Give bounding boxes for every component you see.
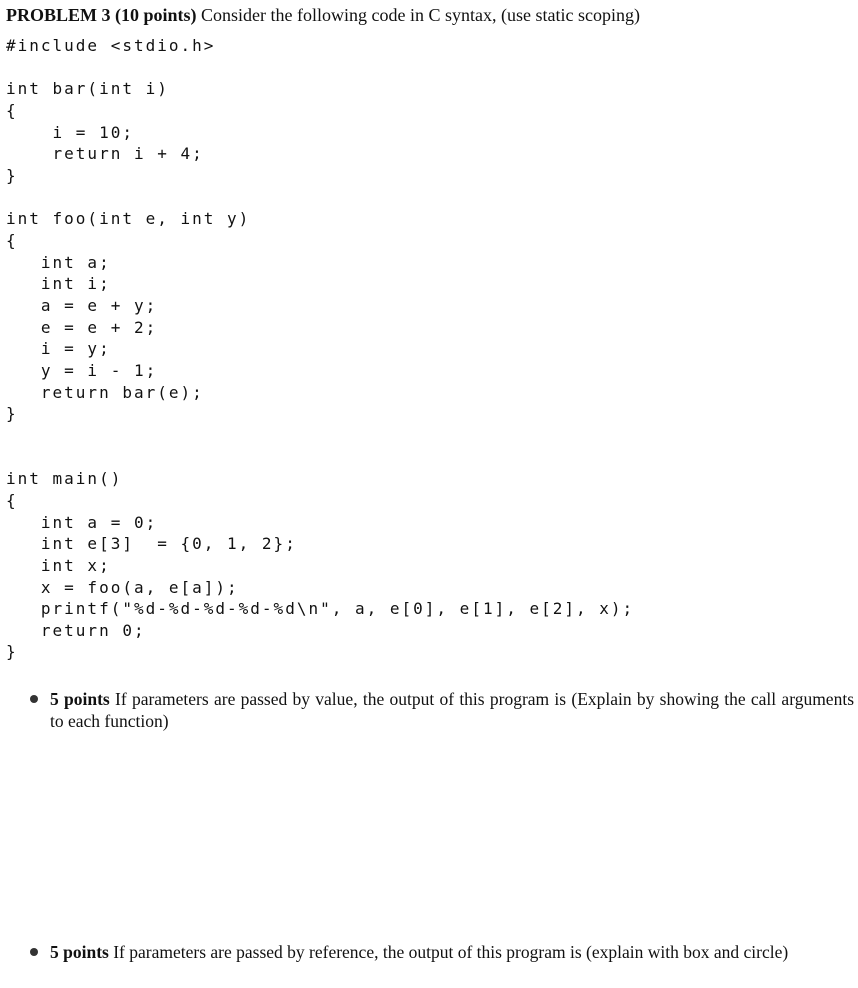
code-line: printf("%d-%d-%d-%d-%d\n", a, e[0], e[1], e[2], x); [6, 599, 635, 618]
problem-points: (10 points) [115, 5, 197, 25]
question-body: If parameters are passed by value, the output of this program is (Explain by showing the call arguments to each function) [50, 689, 855, 731]
code-line: { [6, 101, 18, 120]
code-line: int i; [6, 274, 111, 293]
code-line: int e[3] = {0, 1, 2}; [6, 534, 297, 553]
code-line: int foo(int e, int y) [6, 209, 251, 228]
code-line: int x; [6, 556, 111, 575]
code-line: return bar(e); [6, 383, 204, 402]
code-line: { [6, 231, 18, 250]
code-line: { [6, 491, 18, 510]
question-pass-by-reference [30, 941, 854, 963]
question-body: If parameters are passed by reference, the output of this program is (explain with box and circle) [113, 942, 789, 962]
code-line: y = i - 1; [6, 361, 158, 380]
code-line: int a; [6, 253, 111, 272]
code-line: return i + 4; [6, 144, 204, 163]
question-points: 5 points [50, 942, 109, 962]
problem-header [6, 4, 852, 26]
question-text [50, 941, 854, 963]
code-line: } [6, 166, 18, 185]
code-line: x = foo(a, e[a]); [6, 578, 239, 597]
question-points: 5 points [50, 689, 110, 709]
code-line: } [6, 642, 18, 661]
code-line: int bar(int i) [6, 79, 169, 98]
bullet-icon [30, 695, 38, 703]
code-line: int a = 0; [6, 513, 158, 532]
question-pass-by-value [30, 688, 854, 732]
code-line: i = 10; [6, 123, 134, 142]
code-line: a = e + y; [6, 296, 158, 315]
code-line: return 0; [6, 621, 146, 640]
code-line: } [6, 404, 18, 423]
code-line: int main() [6, 469, 123, 488]
code-line: #include <stdio.h> [6, 36, 216, 55]
problem-description: Consider the following code in C syntax, (use static scoping) [201, 5, 640, 25]
question-text [50, 688, 854, 732]
bullet-icon [30, 948, 38, 956]
problem-title: PROBLEM 3 [6, 5, 111, 25]
code-line: e = e + 2; [6, 318, 158, 337]
code-line: i = y; [6, 339, 111, 358]
